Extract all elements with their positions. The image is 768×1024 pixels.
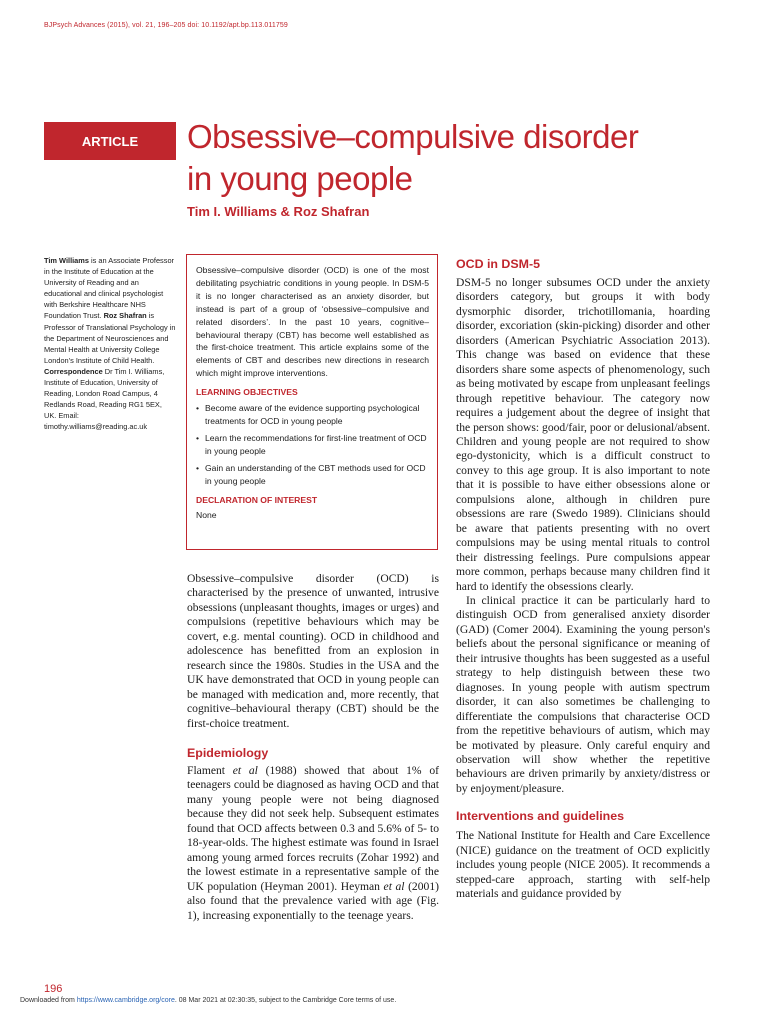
bullet-icon: •	[196, 403, 200, 414]
objective-item: • Gain an understanding of the CBT methods used for OCD in young people	[196, 462, 426, 486]
declaration-text: None	[196, 510, 217, 521]
left-body-column	[187, 572, 439, 923]
dsm5-paragraph-2: In clinical practice it can be particularly hard to distinguish OCD from generalised anxiety disorder (GAD) (Comer 2004). Examining the young person's beliefs about the personal significance or meaning of their intrusive thoughts has been suggested as a useful strategy to help distinguish between these two diagnoses. In young people with autism spectrum disorder, it can also sometimes be challenging to differentiate the compulsions that characterise OCD from the repetitive behaviours of autism, which may be motivated by pleasure. Only careful enquiry and observation will show whether the repetitive behaviours are driven primarily by anxiety/distress or by enjoyment/pleasure.	[456, 593, 710, 795]
learning-objectives-list	[196, 402, 429, 487]
interventions-heading: Interventions and guidelines	[456, 809, 624, 824]
bio-name-1: Tim Williams	[44, 256, 89, 265]
bullet-icon: •	[196, 432, 200, 443]
abstract-box	[186, 254, 438, 550]
learning-objectives-heading: LEARNING OBJECTIVES	[196, 387, 298, 398]
author-bio	[44, 255, 176, 433]
page-number: 196	[44, 983, 63, 995]
author-line: Tim I. Williams & Roz Shafran	[187, 204, 370, 219]
title-line-1: Obsessive–compulsive disorder	[187, 118, 639, 155]
article-type-badge: ARTICLE	[44, 122, 176, 160]
dsm5-paragraph-1: DSM-5 no longer subsumes OCD under the anxiety disorders category, but groups it with body dysmorphic disorder, trichotillomania, hoarding disorder, excoriation (skin-picking) disorder and other disorders (American Psychiatric Association 2013). This change was based on evidence that these disorders share some aspects of phenomenology, such as being motivated by escape from unpleasant feelings through repetitive behaviour. The category now requires a judgement about the degree of insight that the person shows: good/fair, poor or delusional/absent. Children and young people are not required to show ego-dystonicity, which is a difficult construct to convey to this age group. It is also important to note that it is possible to have either obsessions alone or compulsions alone, although in children pure obsessions are rare (Swedo 1989). Clinicians should be aware that patients presenting with no overt compulsions may be using mental rituals to control their distressing feelings. Pure compulsions appear more common, perhaps because many children find it hard to identify the obsessions clearly.	[456, 276, 710, 593]
interventions-paragraph: The National Institute for Health and Care Excellence (NICE) guidance on the treatment of OCD explicitly includes young people (NICE 2005). It recommends a stepped-care approach, starting with self-help materials and guidance provided by	[456, 829, 710, 901]
objective-item: • Become aware of the evidence supporting psychological treatments for OCD in young people	[196, 403, 420, 426]
correspondence-label: Correspondence	[44, 366, 103, 376]
intro-paragraph: Obsessive–compulsive disorder (OCD) is characterised by the presence of unwanted, intrusive obsessions (unpleasant thoughts, images or urges) and compulsions (repetitive behaviours which may be covert, e.g. mental counting). OCD in childhood and adolescence has benefitted from an explosion in research since the 1980s. Studies in the USA and the UK have demonstrated that OCD in young people can be managed with medication and, more recently, that cognitive–behavioural therapy (CBT) should be the first-choice treatment.	[187, 572, 439, 730]
cambridge-core-link[interactable]: https://www.cambridge.org/core	[76, 997, 175, 1004]
article-title	[187, 116, 707, 200]
running-head: BJPsych Advances (2015), vol. 21, 196–205 doi: 10.1192/apt.bp.113.011759	[44, 22, 288, 29]
correspondence-text: Dr Tim I. Williams, Institute of Education, University of Reading, London Road Campus, 4 Redlands Road, Reading RG1 5EX, UK. Email: timothy.williams@reading.ac.uk	[44, 366, 165, 432]
bio-name-2: Roz Shafran	[103, 311, 147, 321]
epidemiology-paragraph: Flament et al (1988) showed that about 1% of teenagers could be diagnosed as having OCD and that many young people were not being diagnosed because they did not seek help. Subsequent estimates found that OCD affects between 0.3 and 5.6% of 5- to 18-year-olds. The highest estimate was found in Israel among young armed forces recruits (Zohar 1992) and the lowest estimate in a representative sample of the UK population (Heyman 2001). Heyman et al (2001) also found that the prevalence varied with age (Fig. 1), increasing exponentially to the teenage years.	[187, 763, 439, 922]
dsm5-heading: OCD in DSM-5	[456, 257, 540, 271]
objective-item: • Learn the recommendations for first-line treatment of OCD in young people	[196, 432, 427, 456]
bio-text-2: is Professor of Translational Psychology in the Department of Neurosciences and Mental Health at University College London's Institute of Child Health.	[44, 311, 176, 365]
title-line-2: in young people	[187, 160, 413, 197]
bullet-icon: •	[196, 462, 200, 473]
abstract-text: Obsessive–compulsive disorder (OCD) is one of the most debilitating psychiatric conditions in young people. In DSM-5 it is no longer characterised as an anxiety disorder, but instead is part of a group of ‘obsessive–compulsive and related disorders’. In the past 10 years, cognitive–behavioural therapy (CBT) has become well established as the first-choice treatment. This article explains some of the elements of CBT and describes new directions in research which might improve interventions.	[196, 265, 429, 379]
epidemiology-heading: Epidemiology	[187, 745, 269, 760]
bio-text-1: is an Associate Professor in the Institute of Education at the University of Reading and an educational and clinical psychologist with Berkshire Healthcare NHS Foundation Trust.	[44, 256, 175, 321]
right-body-column	[456, 256, 710, 902]
download-footer: Downloaded from https://www.cambridge.org/core. 08 Mar 2021 at 02:30:35, subject to the Cambridge Core terms of use.	[20, 997, 397, 1004]
declaration-heading: DECLARATION OF INTEREST	[196, 494, 318, 505]
